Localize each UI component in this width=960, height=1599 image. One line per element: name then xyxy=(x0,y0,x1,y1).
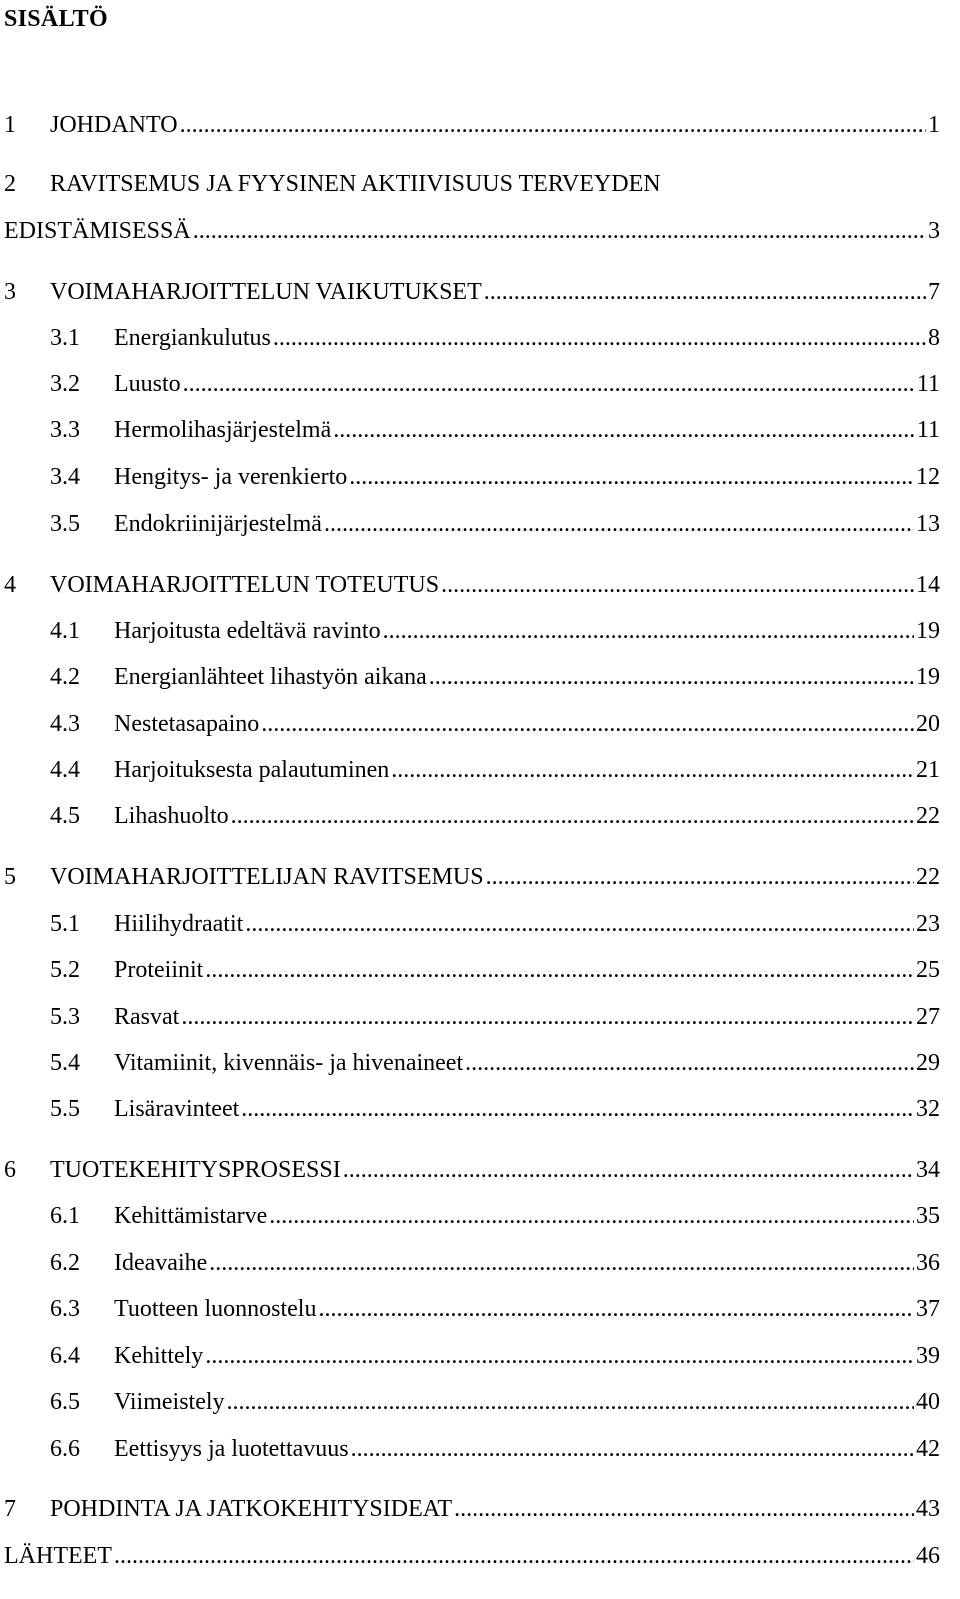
toc-entry-number: 5.2 xyxy=(50,957,80,983)
toc-entry-title: Vitamiinit, kivennäis- ja hivenaineet xyxy=(114,1050,464,1076)
toc-entry-title: Harjoitusta edeltävä ravinto xyxy=(114,618,381,644)
dot-leader xyxy=(486,861,914,893)
dot-leader xyxy=(114,1540,914,1572)
toc-entry[interactable] xyxy=(0,1340,940,1372)
toc-entry-title: POHDINTA JA JATKOKEHITYSIDEAT xyxy=(50,1496,453,1522)
toc-entry-title: RAVITSEMUS JA FYYSINEN AKTIIVISUUS TERVEYDEN xyxy=(50,171,661,197)
toc-entry-title: Endokriinijärjestelmä xyxy=(114,511,322,537)
toc-entry-number: 6.3 xyxy=(50,1296,80,1322)
toc-entry-title: Eettisyys ja luotettavuus xyxy=(114,1436,349,1462)
toc-entry[interactable] xyxy=(0,215,940,247)
toc-entry-number: 4 xyxy=(4,572,16,598)
dot-leader xyxy=(183,368,915,400)
toc-entry-number: 5.5 xyxy=(50,1096,80,1122)
toc-entry-page-number: 19 xyxy=(916,664,940,690)
dot-leader xyxy=(231,800,914,832)
toc-entry[interactable] xyxy=(0,861,940,893)
dot-leader xyxy=(454,1493,914,1525)
toc-entry-number: 6.5 xyxy=(50,1389,80,1415)
toc-entry-page-number: 27 xyxy=(916,1004,940,1030)
dot-leader xyxy=(205,1340,914,1372)
dot-leader xyxy=(333,414,915,446)
toc-entry-title: LÄHTEET xyxy=(4,1543,112,1569)
toc-entry[interactable] xyxy=(0,1493,940,1525)
toc-entry[interactable] xyxy=(0,1386,940,1418)
toc-entry-page-number: 34 xyxy=(916,1157,940,1183)
toc-entry[interactable] xyxy=(0,1154,940,1186)
dot-leader xyxy=(465,1047,914,1079)
dot-leader xyxy=(383,615,914,647)
dot-leader xyxy=(261,708,914,740)
toc-entry-title: Kehittämistarve xyxy=(114,1203,268,1229)
dot-leader xyxy=(351,1433,914,1465)
toc-entry-page-number: 12 xyxy=(916,464,940,490)
toc-entry-page-number: 19 xyxy=(916,618,940,644)
toc-entry-page-number: 14 xyxy=(916,572,940,598)
dot-leader xyxy=(273,322,926,354)
toc-entry-title: Luusto xyxy=(114,371,181,397)
dot-leader xyxy=(391,754,914,786)
toc-entry-title: Hermolihasjärjestelmä xyxy=(114,417,332,443)
toc-entry-page-number: 21 xyxy=(916,757,940,783)
toc-entry[interactable] xyxy=(0,461,940,493)
toc-entry[interactable] xyxy=(0,322,940,354)
toc-entry-title: VOIMAHARJOITTELUN TOTEUTUS xyxy=(50,572,440,598)
toc-entry[interactable] xyxy=(0,754,940,786)
toc-entry-page-number: 22 xyxy=(916,803,940,829)
toc-entry-page-number: 1 xyxy=(928,112,940,138)
dot-leader xyxy=(318,1293,914,1325)
toc-entry[interactable] xyxy=(0,800,940,832)
toc-entry-number: 7 xyxy=(4,1496,16,1522)
toc-entry-title: Tuotteen luonnostelu xyxy=(114,1296,317,1322)
toc-entry-page-number: 11 xyxy=(916,371,940,397)
toc-entry-page-number: 46 xyxy=(916,1543,940,1569)
toc-entry-number: 6.1 xyxy=(50,1203,80,1229)
toc-entry[interactable] xyxy=(0,908,940,940)
toc-entry[interactable] xyxy=(0,708,940,740)
dot-leader xyxy=(209,1247,914,1279)
toc-entry[interactable] xyxy=(0,1047,940,1079)
toc-entry-number: 4.1 xyxy=(50,618,80,644)
toc-entry-page-number: 42 xyxy=(916,1436,940,1462)
toc-entry[interactable] xyxy=(0,1001,940,1033)
toc-entry-title: Proteiinit xyxy=(114,957,204,983)
toc-entry-number: 5.4 xyxy=(50,1050,80,1076)
dot-leader xyxy=(180,109,926,141)
toc-entry-number: 6 xyxy=(4,1157,16,1183)
dot-leader xyxy=(241,1093,914,1125)
toc-entry[interactable] xyxy=(0,1433,940,1465)
toc-entry-number: 3.1 xyxy=(50,325,80,351)
toc-entry-page-number: 40 xyxy=(916,1389,940,1415)
toc-entry-number: 3.5 xyxy=(50,511,80,537)
toc-entry-number: 4.2 xyxy=(50,664,80,690)
toc-entry-page-number: 25 xyxy=(916,957,940,983)
toc-entry-title: Viimeistely xyxy=(114,1389,225,1415)
toc-entry-number: 2 xyxy=(4,171,16,197)
toc-entry[interactable] xyxy=(0,954,940,986)
dot-leader xyxy=(227,1386,914,1418)
dot-leader xyxy=(343,1154,914,1186)
toc-entry-title: VOIMAHARJOITTELUN VAIKUTUKSET xyxy=(50,279,482,305)
toc-entry-number: 5.1 xyxy=(50,911,80,937)
toc-entry-number: 6.4 xyxy=(50,1343,80,1369)
dot-leader xyxy=(205,954,914,986)
toc-entry-page-number: 11 xyxy=(916,417,940,443)
toc-entry-title: Nestetasapaino xyxy=(114,711,260,737)
toc-entry-title: Ideavaihe xyxy=(114,1250,208,1276)
toc-entry-page-number: 8 xyxy=(928,325,940,351)
toc-entry[interactable] xyxy=(0,368,940,400)
toc-entry-page-number: 23 xyxy=(916,911,940,937)
dot-leader xyxy=(193,215,926,247)
toc-entry-page-number: 20 xyxy=(916,711,940,737)
toc-entry-number: 3.4 xyxy=(50,464,80,490)
toc-entry-title: VOIMAHARJOITTELIJAN RAVITSEMUS xyxy=(50,864,484,890)
toc-entry-title: TUOTEKEHITYSPROSESSI xyxy=(50,1157,341,1183)
toc-entry-title: Kehittely xyxy=(114,1343,204,1369)
page-title: SISÄLTÖ xyxy=(4,6,108,32)
toc-entry-page-number: 32 xyxy=(916,1096,940,1122)
toc-entry-title: Rasvat xyxy=(114,1004,180,1030)
toc-entry-title: JOHDANTO xyxy=(50,112,178,138)
dot-leader xyxy=(349,461,914,493)
toc-entry-title: Lihashuolto xyxy=(114,803,229,829)
toc-entry-page-number: 35 xyxy=(916,1203,940,1229)
dot-leader xyxy=(245,908,914,940)
toc-entry[interactable] xyxy=(0,1200,940,1232)
toc-entry-number: 3 xyxy=(4,279,16,305)
toc-entry-title: Energianlähteet lihastyön aikana xyxy=(114,664,427,690)
toc-entry[interactable] xyxy=(0,569,940,601)
toc-entry-title: Hengitys- ja verenkierto xyxy=(114,464,348,490)
toc-entry-page-number: 43 xyxy=(916,1496,940,1522)
toc-entry[interactable] xyxy=(0,508,940,540)
toc-entry[interactable] xyxy=(0,1540,940,1572)
toc-entry-title: Harjoituksesta palautuminen xyxy=(114,757,390,783)
toc-entry-number: 3.2 xyxy=(50,371,80,397)
toc-entry[interactable] xyxy=(0,276,940,308)
toc-entry[interactable] xyxy=(0,168,661,200)
toc-entry-number: 5 xyxy=(4,864,16,890)
toc-entry-page-number: 37 xyxy=(916,1296,940,1322)
toc-entry[interactable] xyxy=(0,615,940,647)
dot-leader xyxy=(484,276,926,308)
toc-entry-page-number: 3 xyxy=(928,218,940,244)
toc-entry-number: 4.4 xyxy=(50,757,80,783)
toc-entry[interactable] xyxy=(0,1247,940,1279)
toc-entry-number: 6.6 xyxy=(50,1436,80,1462)
toc-entry[interactable] xyxy=(0,1093,940,1125)
toc-entry-title: Hiilihydraatit xyxy=(114,911,244,937)
toc-entry-title: Energiankulutus xyxy=(114,325,271,351)
toc-entry[interactable] xyxy=(0,661,940,693)
toc-entry-page-number: 13 xyxy=(916,511,940,537)
dot-leader xyxy=(324,508,914,540)
toc-entry-title: EDISTÄMISESSÄ xyxy=(4,218,191,244)
toc-entry[interactable] xyxy=(0,1293,940,1325)
dot-leader xyxy=(429,661,914,693)
toc-entry-title: Lisäravinteet xyxy=(114,1096,240,1122)
toc-entry-page-number: 39 xyxy=(916,1343,940,1369)
dot-leader xyxy=(181,1001,914,1033)
dot-leader xyxy=(269,1200,914,1232)
toc-entry-number: 1 xyxy=(4,112,16,138)
toc-entry[interactable] xyxy=(0,414,940,446)
toc-entry-number: 3.3 xyxy=(50,417,80,443)
toc-entry-page-number: 7 xyxy=(928,279,940,305)
toc-entry-number: 4.5 xyxy=(50,803,80,829)
toc-entry-page-number: 22 xyxy=(916,864,940,890)
toc-entry-number: 4.3 xyxy=(50,711,80,737)
toc-entry-page-number: 36 xyxy=(916,1250,940,1276)
toc-entry-number: 6.2 xyxy=(50,1250,80,1276)
toc-entry-page-number: 29 xyxy=(916,1050,940,1076)
toc-entry[interactable] xyxy=(0,109,940,141)
dot-leader xyxy=(441,569,914,601)
toc-entry-number: 5.3 xyxy=(50,1004,80,1030)
